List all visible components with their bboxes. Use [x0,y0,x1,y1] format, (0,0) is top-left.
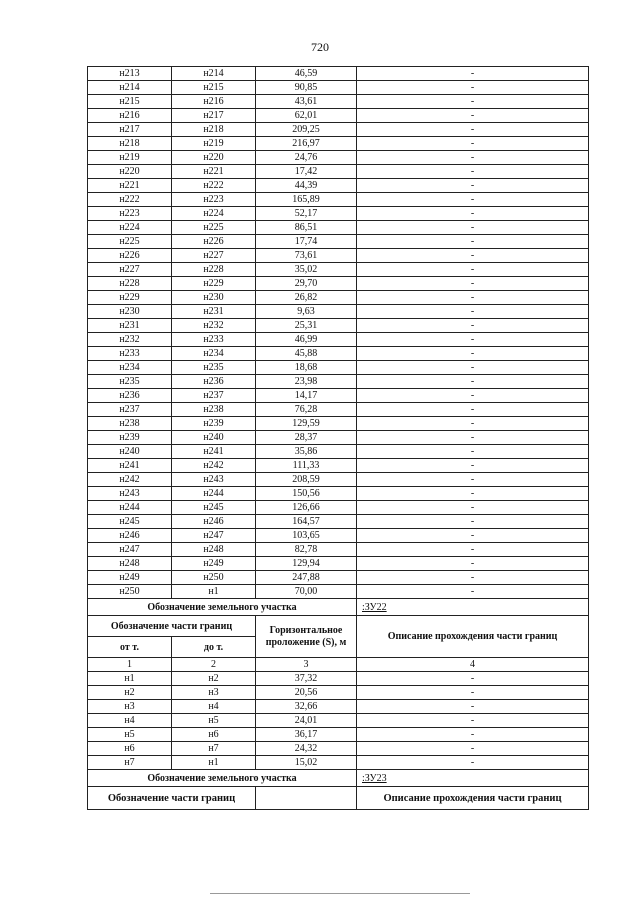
horizontal-length-cell: 14,17 [256,389,357,403]
table-row [88,235,589,249]
to-point-cell: н214 [172,67,256,81]
to-point-cell: н240 [172,431,256,445]
to-point-cell: н247 [172,529,256,543]
plot-label: Обозначение земельного участка [88,770,357,787]
horizontal-length-cell: 90,85 [256,81,357,95]
horizontal-length-cell: 25,31 [256,319,357,333]
from-point-cell: н233 [88,347,172,361]
to-point-cell: н222 [172,179,256,193]
horizontal-length-cell: 62,01 [256,109,357,123]
horizontal-length-cell: 35,02 [256,263,357,277]
description-cell: - [357,95,589,109]
to-point-cell: н248 [172,543,256,557]
to-point-cell: н2 [172,672,256,686]
horizontal-length-cell: 17,74 [256,235,357,249]
description-cell: - [357,473,589,487]
from-point-cell: н1 [88,672,172,686]
to-point-cell: н250 [172,571,256,585]
table-row [88,700,589,714]
description-cell: - [357,700,589,714]
table-row [88,389,589,403]
horizontal-length-cell: 9,63 [256,305,357,319]
description-cell: - [357,742,589,756]
from-point-cell: н225 [88,235,172,249]
to-point-cell: н1 [172,756,256,770]
to-point-cell: н249 [172,557,256,571]
table-row [88,277,589,291]
horizontal-length-cell: 15,02 [256,756,357,770]
to-point-cell: н229 [172,277,256,291]
description-cell: - [357,277,589,291]
table-row [88,529,589,543]
bottom-scan-line [210,893,470,894]
description-cell: - [357,756,589,770]
table-row [88,151,589,165]
table-row [88,473,589,487]
table-row [88,263,589,277]
description-cell: - [357,375,589,389]
description-cell: - [357,501,589,515]
to-point-cell: н5 [172,714,256,728]
description-cell: - [357,151,589,165]
from-point-cell: н228 [88,277,172,291]
description-cell: - [357,529,589,543]
table-row [88,361,589,375]
to-point-cell: н225 [172,221,256,235]
table-row [88,179,589,193]
table-row [88,557,589,571]
horizontal-length-cell: 32,66 [256,700,357,714]
col-number: 3 [256,658,357,672]
from-point-cell: н229 [88,291,172,305]
from-point-cell: н237 [88,403,172,417]
horizontal-length-cell: 24,01 [256,714,357,728]
from-point-cell: н222 [88,193,172,207]
col-number: 2 [172,658,256,672]
table-row [88,137,589,151]
table-row [88,459,589,473]
description-cell: - [357,137,589,151]
from-point-cell: н242 [88,473,172,487]
horizontal-length-cell: 164,57 [256,515,357,529]
table-row [88,515,589,529]
horizontal-length-cell: 43,61 [256,95,357,109]
description-cell: - [357,179,589,193]
description-cell: - [357,305,589,319]
to-point-cell: н4 [172,700,256,714]
horizontal-length-cell: 76,28 [256,403,357,417]
horizontal-length-cell: 111,33 [256,459,357,473]
to-point-cell: н234 [172,347,256,361]
table-row [88,728,589,742]
from-point-cell: н226 [88,249,172,263]
horizontal-length-cell [256,787,357,810]
from-point-cell: н238 [88,417,172,431]
from-point-cell: н216 [88,109,172,123]
to-point-cell: н245 [172,501,256,515]
horizontal-length-cell: 17,42 [256,165,357,179]
horizontal-length-cell: 26,82 [256,291,357,305]
table-row [88,109,589,123]
description-cell: - [357,333,589,347]
table-row [88,375,589,389]
to-point-cell: н239 [172,417,256,431]
from-point-cell: н227 [88,263,172,277]
horizontal-length-cell: 82,78 [256,543,357,557]
to-point-cell: н226 [172,235,256,249]
from-point-cell: н215 [88,95,172,109]
table-row [88,95,589,109]
from-point-cell: н5 [88,728,172,742]
from-point-cell: н214 [88,81,172,95]
description-cell: - [357,431,589,445]
to-point-cell: н232 [172,319,256,333]
description-cell: - [357,207,589,221]
horizontal-length-cell: 29,70 [256,277,357,291]
description-cell: - [357,347,589,361]
horizontal-length-cell: 18,68 [256,361,357,375]
col-number: 4 [357,658,589,672]
horizontal-length-cell: 129,94 [256,557,357,571]
description-cell: - [357,67,589,81]
table-row [88,501,589,515]
from-point-cell: н220 [88,165,172,179]
table-row [88,543,589,557]
col-number: 1 [88,658,172,672]
from-point-cell: н241 [88,459,172,473]
horizontal-length-label: Горизонтальное проложение (S), м [256,616,357,658]
from-point-cell: н4 [88,714,172,728]
to-point-cell: н7 [172,742,256,756]
to-point-cell: н231 [172,305,256,319]
description-cell: - [357,389,589,403]
from-point-cell: н249 [88,571,172,585]
boundary-rows-top [88,67,589,599]
to-point-cell: н241 [172,445,256,459]
table-row [88,67,589,81]
description-cell: - [357,123,589,137]
table-row [88,571,589,585]
to-point-cell: н218 [172,123,256,137]
boundary-rows-zu22 [88,672,589,770]
from-point-cell: н250 [88,585,172,599]
table-row [88,221,589,235]
description-cell: - [357,109,589,123]
plot-label: Обозначение земельного участка [88,599,357,616]
from-point-cell: н231 [88,319,172,333]
table-row [88,686,589,700]
description-label: Описание прохождения части границ [357,787,589,810]
horizontal-length-cell: 20,56 [256,686,357,700]
to-point-cell: н224 [172,207,256,221]
description-cell: - [357,403,589,417]
horizontal-length-cell: 209,25 [256,123,357,137]
from-point-cell: н234 [88,361,172,375]
to-point-cell: н238 [172,403,256,417]
from-point-cell: н243 [88,487,172,501]
parts-label: Обозначение части границ [88,787,256,810]
from-point-cell: н217 [88,123,172,137]
from-point-cell: н213 [88,67,172,81]
from-point-cell: н221 [88,179,172,193]
description-cell: - [357,361,589,375]
table-row [88,487,589,501]
horizontal-length-cell: 129,59 [256,417,357,431]
table-row [88,445,589,459]
to-point-label: до т. [172,637,256,658]
horizontal-length-cell: 37,32 [256,672,357,686]
table-row [88,417,589,431]
from-point-cell: н219 [88,151,172,165]
from-point-cell: н236 [88,389,172,403]
table-row [88,81,589,95]
horizontal-length-cell: 52,17 [256,207,357,221]
to-point-cell: н242 [172,459,256,473]
horizontal-length-cell: 28,37 [256,431,357,445]
from-point-label: от т. [88,637,172,658]
description-cell: - [357,459,589,473]
from-point-cell: н2 [88,686,172,700]
description-cell: - [357,557,589,571]
horizontal-length-cell: 24,76 [256,151,357,165]
from-point-cell: н246 [88,529,172,543]
section-zu23 [88,770,589,810]
horizontal-length-cell: 73,61 [256,249,357,263]
description-cell: - [357,193,589,207]
to-point-cell: н244 [172,487,256,501]
description-cell: - [357,728,589,742]
horizontal-length-cell: 46,99 [256,333,357,347]
table-row [88,672,589,686]
table-row [88,742,589,756]
description-cell: - [357,249,589,263]
horizontal-length-cell: 24,32 [256,742,357,756]
table-row [88,207,589,221]
boundary-table [87,66,589,810]
table-row [88,249,589,263]
parts-label: Обозначение части границ [88,616,256,637]
to-point-cell: н1 [172,585,256,599]
from-point-cell: н230 [88,305,172,319]
description-cell: - [357,417,589,431]
to-point-cell: н243 [172,473,256,487]
page-number: 720 [311,40,329,54]
to-point-cell: н227 [172,249,256,263]
description-cell: - [357,487,589,501]
to-point-cell: н3 [172,686,256,700]
description-cell: - [357,221,589,235]
from-point-cell: н7 [88,756,172,770]
table-row [88,431,589,445]
description-cell: - [357,291,589,305]
from-point-cell: н247 [88,543,172,557]
from-point-cell: н6 [88,742,172,756]
description-cell: - [357,263,589,277]
from-point-cell: н223 [88,207,172,221]
table-row [88,165,589,179]
table-row [88,585,589,599]
horizontal-length-cell: 70,00 [256,585,357,599]
horizontal-length-cell: 208,59 [256,473,357,487]
table-row [88,347,589,361]
from-point-cell: н240 [88,445,172,459]
description-cell: - [357,165,589,179]
table-row [88,193,589,207]
to-point-cell: н221 [172,165,256,179]
description-cell: - [357,585,589,599]
to-point-cell: н235 [172,361,256,375]
from-point-cell: н245 [88,515,172,529]
to-point-cell: н236 [172,375,256,389]
horizontal-length-cell: 216,97 [256,137,357,151]
from-point-cell: н239 [88,431,172,445]
description-cell: - [357,714,589,728]
table-row [88,756,589,770]
description-cell: - [357,672,589,686]
from-point-cell: н244 [88,501,172,515]
table-row [88,291,589,305]
from-point-cell: н235 [88,375,172,389]
horizontal-length-cell: 36,17 [256,728,357,742]
table-row [88,305,589,319]
table-row [88,714,589,728]
to-point-cell: н220 [172,151,256,165]
table-row [88,403,589,417]
horizontal-length-cell: 46,59 [256,67,357,81]
horizontal-length-cell: 150,56 [256,487,357,501]
description-cell: - [357,319,589,333]
to-point-cell: н230 [172,291,256,305]
to-point-cell: н246 [172,515,256,529]
to-point-cell: н228 [172,263,256,277]
horizontal-length-cell: 165,89 [256,193,357,207]
to-point-cell: н219 [172,137,256,151]
horizontal-length-cell: 35,86 [256,445,357,459]
to-point-cell: н217 [172,109,256,123]
horizontal-length-cell: 44,39 [256,179,357,193]
table-row [88,319,589,333]
to-point-cell: н6 [172,728,256,742]
plot-id: :ЗУ23 [357,770,589,787]
horizontal-length-cell: 23,98 [256,375,357,389]
description-cell: - [357,543,589,557]
plot-id: :ЗУ22 [357,599,589,616]
horizontal-length-cell: 126,66 [256,501,357,515]
to-point-cell: н216 [172,95,256,109]
to-point-cell: н215 [172,81,256,95]
description-label: Описание прохождения части границ [357,616,589,658]
from-point-cell: н3 [88,700,172,714]
description-cell: - [357,235,589,249]
horizontal-length-cell: 45,88 [256,347,357,361]
to-point-cell: н233 [172,333,256,347]
from-point-cell: н248 [88,557,172,571]
table-row [88,333,589,347]
table-row [88,123,589,137]
description-cell: - [357,81,589,95]
to-point-cell: н237 [172,389,256,403]
section-zu22 [88,599,589,672]
description-cell: - [357,686,589,700]
from-point-cell: н218 [88,137,172,151]
description-cell: - [357,445,589,459]
description-cell: - [357,571,589,585]
from-point-cell: н224 [88,221,172,235]
description-cell: - [357,515,589,529]
horizontal-length-cell: 103,65 [256,529,357,543]
from-point-cell: н232 [88,333,172,347]
horizontal-length-cell: 247,88 [256,571,357,585]
to-point-cell: н223 [172,193,256,207]
horizontal-length-cell: 86,51 [256,221,357,235]
